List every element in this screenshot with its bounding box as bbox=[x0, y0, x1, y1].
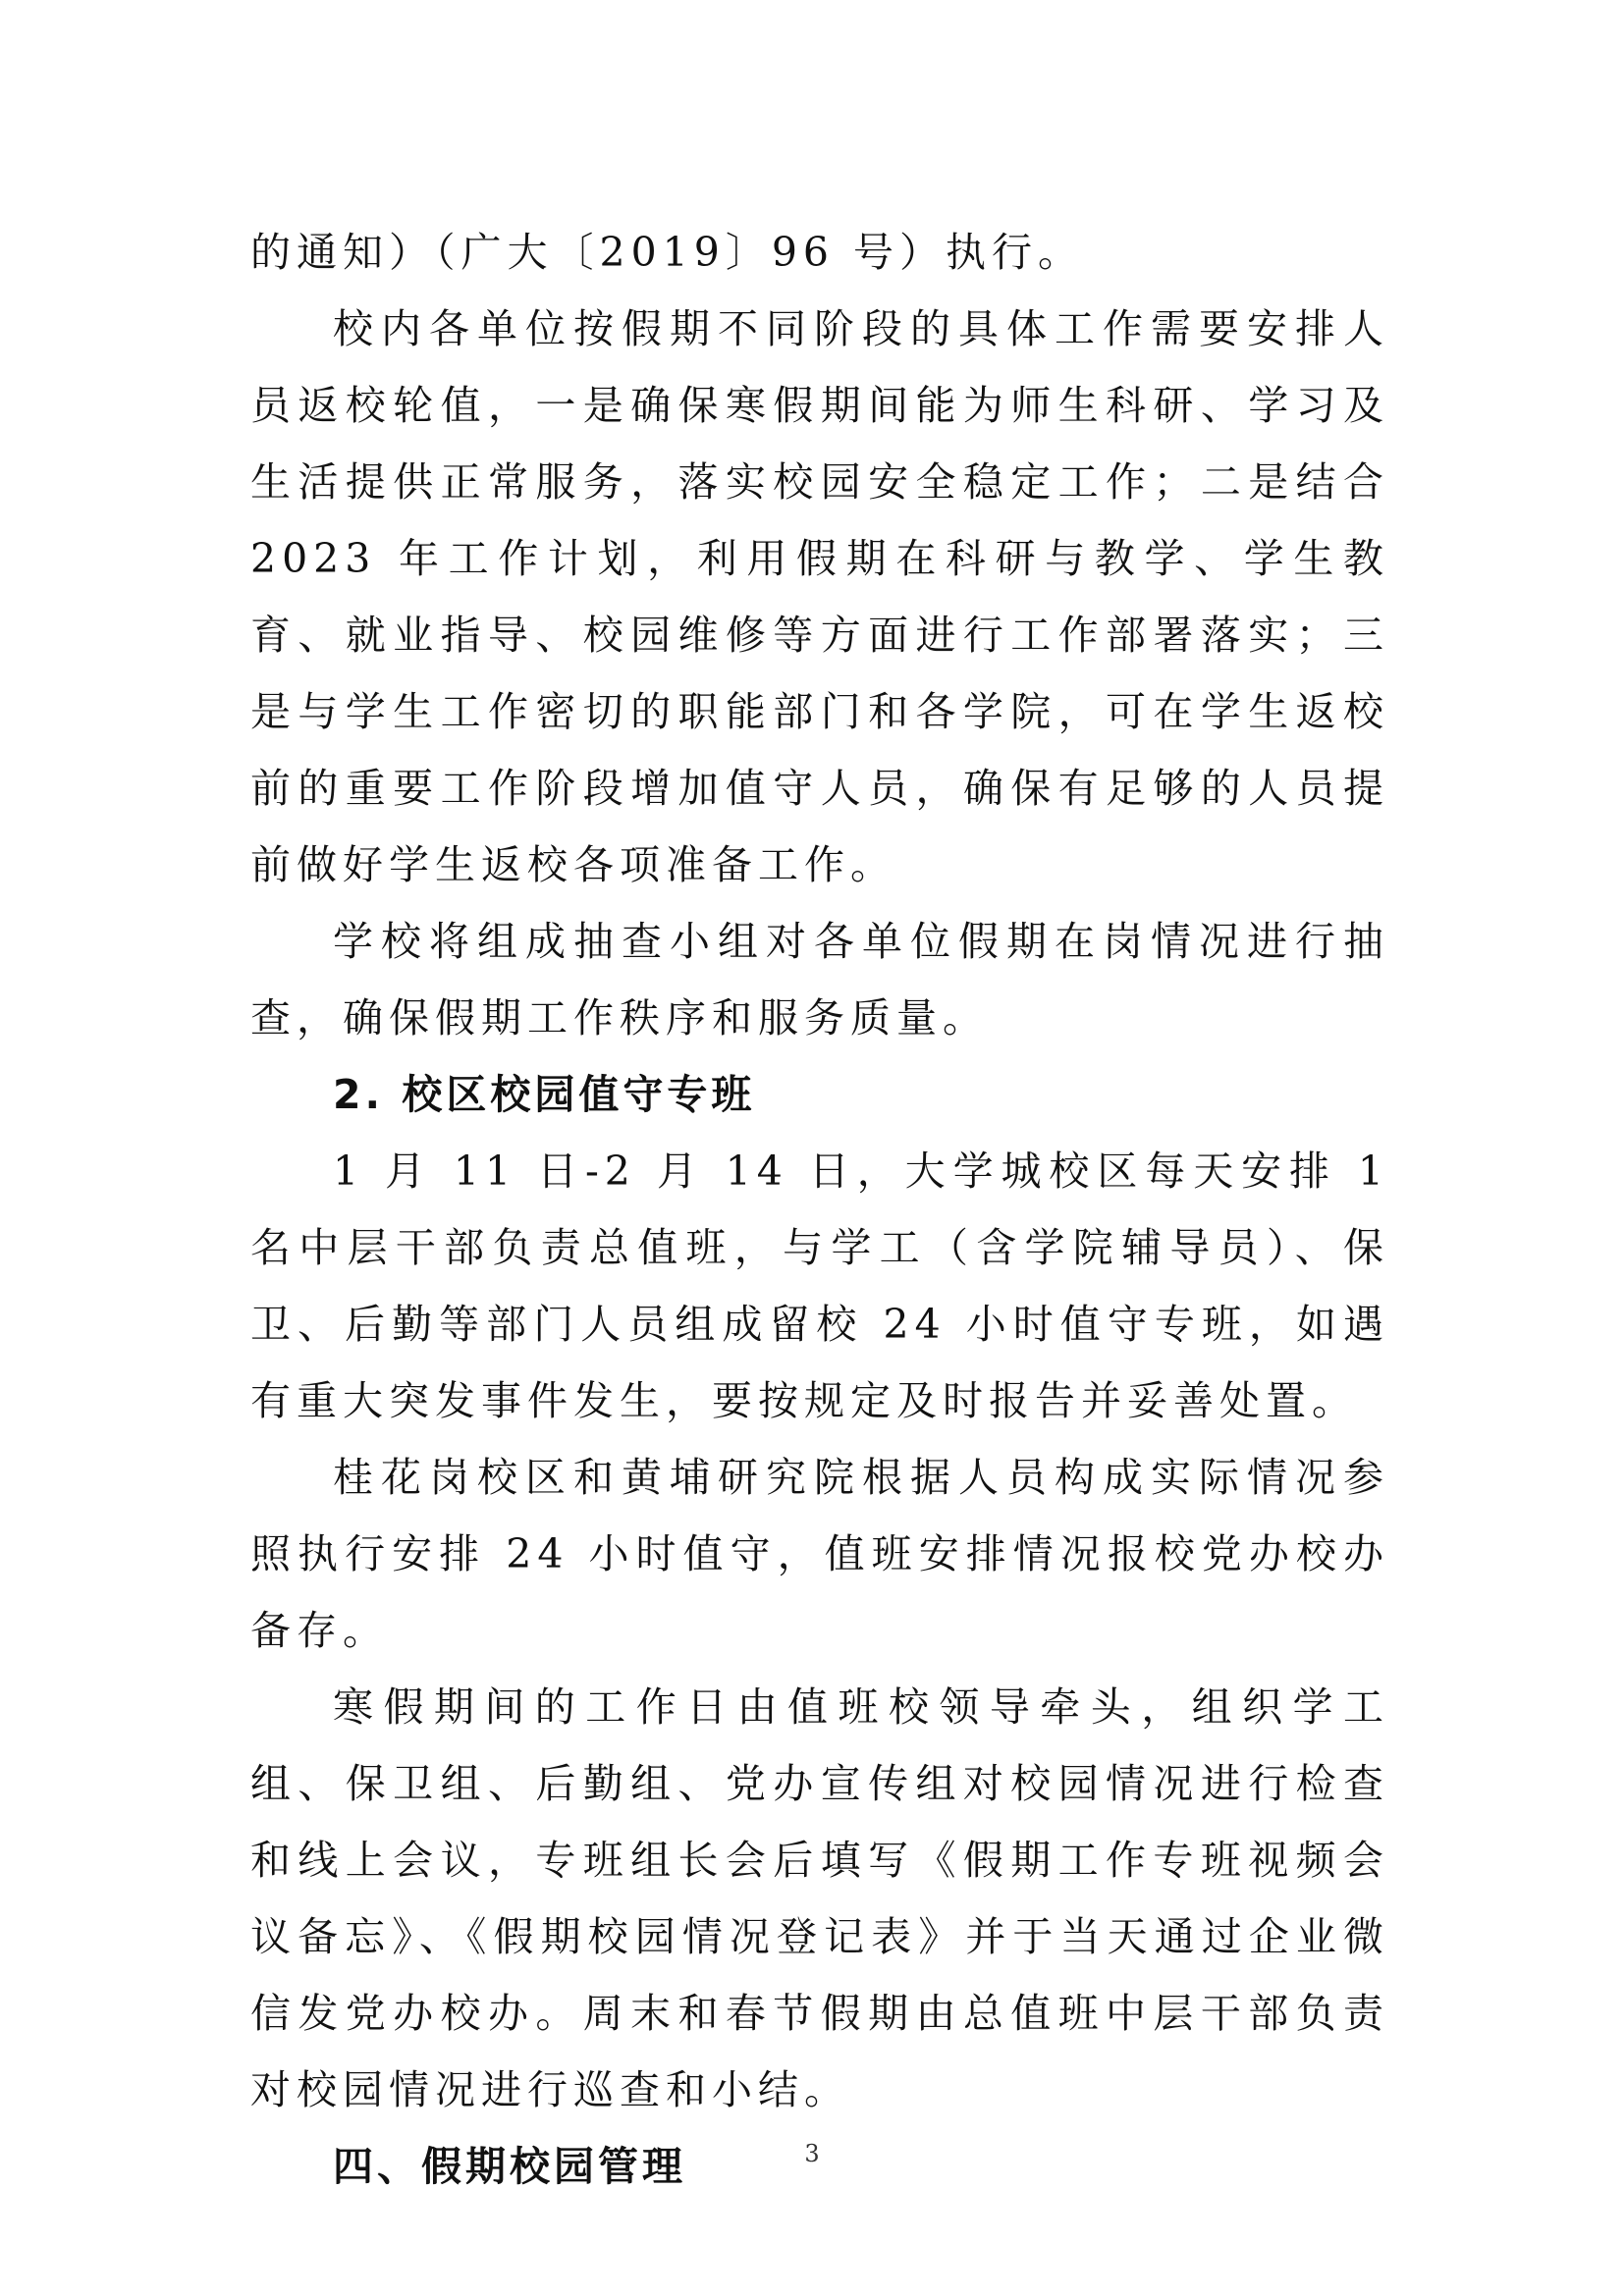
paragraph-spot-check: 学校将组成抽查小组对各单位假期在岗情况进行抽查，确保假期工作秩序和服务质量。 bbox=[250, 918, 1389, 1041]
paragraph-workday-inspection: 寒假期间的工作日由值班校领导牵头，组织学工组、保卫组、后勤组、党办宣传组对校园情况进行检查和线上会议，专班组长会后填写《假期工作专班视频会议备忘》、《假期校园情况登记表》并于当天通过企业微信发党办校办。周末和春节假期由总值班中层干部负责对校园情况进行巡查和小结。 bbox=[250, 1683, 1389, 2113]
paragraph-university-town-duty: 1 月 11 日-2 月 14 日，大学城校区每天安排 1 名中层干部负责总值班，与学工（含学院辅导员）、保卫、后勤等部门人员组成留校 24 小时值守专班，如遇有重大突发事件发生，要按规定及时报告并妥善处置。 bbox=[250, 1148, 1389, 1424]
document-body bbox=[250, 214, 1389, 2205]
paragraph-guihuagang-duty: 桂花岗校区和黄埔研究院根据人员构成实际情况参照执行安排 24 小时值守，值班安排情况报校党办校办备存。 bbox=[250, 1454, 1389, 1654]
section-heading-campus-duty: 2. 校区校园值守专班 bbox=[333, 1071, 756, 1118]
paragraph-duty-rotation: 校内各单位按假期不同阶段的具体工作需要安排人员返校轮值，一是确保寒假期间能为师生科研、学习及生活提供正常服务，落实校园安全稳定工作；二是结合 2023 年工作计划，利用假期在科研与教学、学生教育、就业指导、校园维修等方面进行工作部署落实；三是与学生工作密切的职能部门和各学院，可在学生返校前的重要工作阶段增加值守人员，确保有足够的人员提前做好学生返校各项准备工作。 bbox=[250, 305, 1389, 888]
paragraph-continuation: 的通知）（广大〔2019〕96 号）执行。 bbox=[250, 229, 1085, 276]
page-number: 3 bbox=[804, 2140, 820, 2167]
section-heading-campus-management: 四、假期校园管理 bbox=[333, 2143, 686, 2190]
